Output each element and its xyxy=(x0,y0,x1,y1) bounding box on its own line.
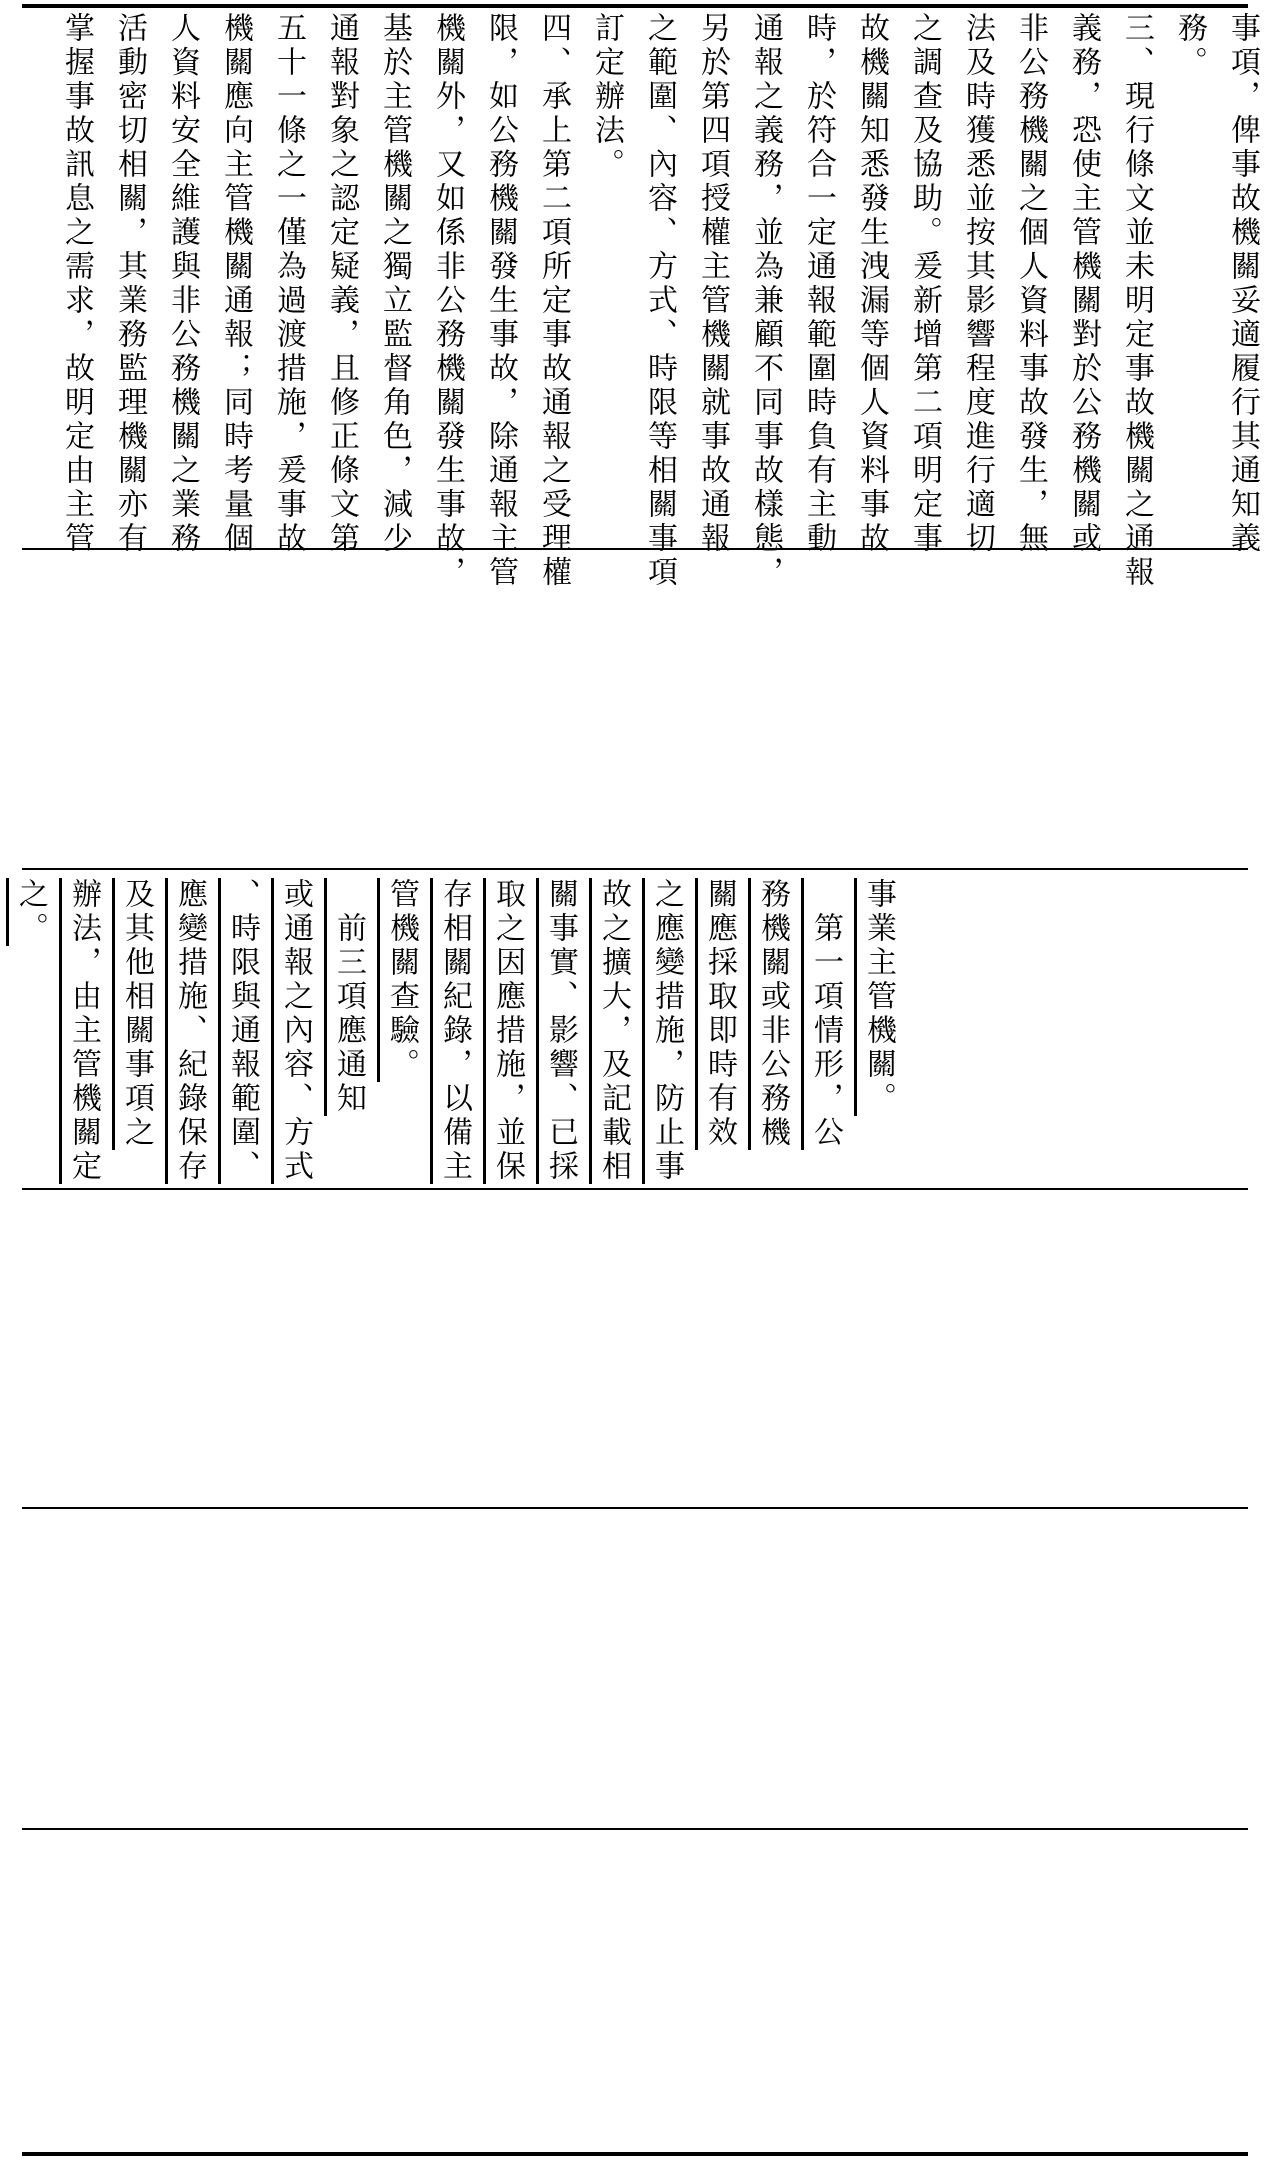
explanation-line: 義務，恐使主管機關對於公務機關或 xyxy=(1066,12,1101,556)
explanation-line: 限，如公務機關發生事故，除通報主管 xyxy=(483,12,518,590)
row-divider xyxy=(22,1188,1248,1190)
explanation-line: 三、現行條文並未明定事故機關之通報 xyxy=(1119,12,1154,590)
amendment-line: 前三項應通知 xyxy=(331,878,366,1116)
explanation-line: 故機關知悉發生洩漏等個人資料事故 xyxy=(854,12,889,556)
amendment-line: 辦法，由主管機關定 xyxy=(66,878,101,1184)
amendment-text xyxy=(13,878,905,1184)
explanation-line: 四、承上第二項所定事故通報之受理權 xyxy=(536,12,571,590)
explanation-line: 時，於符合一定通報範圍時負有主動 xyxy=(801,12,836,556)
amendment-line: 事業主管機關。 xyxy=(861,878,896,1116)
explanation-line: 之範圍、內容、方式、時限等相關事項 xyxy=(642,12,677,590)
explanation-line: 掌握事故訊息之需求，故明定由主管 xyxy=(59,12,94,556)
explanation-line: 通報對象之認定疑義，且修正條文第 xyxy=(324,12,359,556)
amendment-line: 或通報之內容、方式 xyxy=(278,878,313,1184)
amendment-line: 、時限與通報範圍、 xyxy=(225,878,260,1184)
explanation-line: 法及時獲悉並按其影響程度進行適切 xyxy=(960,12,995,556)
explanation-line: 基於主管機關之獨立監督角色，減少 xyxy=(377,12,412,556)
row-divider xyxy=(22,868,1248,870)
amendment-line: 關事實、影響、已採 xyxy=(543,878,578,1184)
amendment-line: 第一項情形，公 xyxy=(808,878,843,1150)
explanation-line: 另於第四項授權主管機關就事故通報 xyxy=(695,12,730,556)
amendment-line: 關應採取即時有效 xyxy=(702,878,737,1150)
amendment-line: 存相關紀錄，以備主 xyxy=(437,878,472,1184)
explanation-line: 事項，俾事故機關妥適履行其通知義 xyxy=(1225,12,1260,556)
explanation-line: 活動密切相關，其業務監理機關亦有 xyxy=(112,12,147,556)
amendment-line: 管機關查驗。 xyxy=(384,878,419,1082)
explanation-line: 非公務機關之個人資料事故發生，無 xyxy=(1013,12,1048,556)
table-top-rule xyxy=(22,4,1248,8)
explanation-line: 機關外，又如係非公務機關發生事故， xyxy=(430,12,465,590)
row-divider xyxy=(22,1507,1248,1509)
amendment-line: 取之因應措施，並保 xyxy=(490,878,525,1184)
explanation-line: 之調查及協助。爰新增第二項明定事 xyxy=(907,12,942,556)
amendment-line: 及其他相關事項之 xyxy=(119,878,154,1150)
explanation-line: 人資料安全維護與非公務機關之業務 xyxy=(165,12,200,556)
explanation-text xyxy=(39,12,1269,590)
amendment-line: 務機關或非公務機 xyxy=(755,878,790,1150)
explanation-line: 務。 xyxy=(1172,12,1207,80)
amendment-line: 故之擴大，及記載相 xyxy=(596,878,631,1184)
explanation-line: 機關應向主管機關通報；同時考量個 xyxy=(218,12,253,556)
amendment-line: 應變措施、紀錄保存 xyxy=(172,878,207,1184)
amendment-line: 之。 xyxy=(13,878,48,946)
table-bottom-rule xyxy=(22,2152,1248,2156)
explanation-line: 訂定辦法。 xyxy=(589,12,624,182)
amendment-line: 之應變措施，防止事 xyxy=(649,878,684,1184)
explanation-line: 通報之義務，並為兼顧不同事故樣態， xyxy=(748,12,783,590)
row-divider xyxy=(22,1828,1248,1830)
explanation-line: 五十一條之一僅為過渡措施，爰事故 xyxy=(271,12,306,556)
